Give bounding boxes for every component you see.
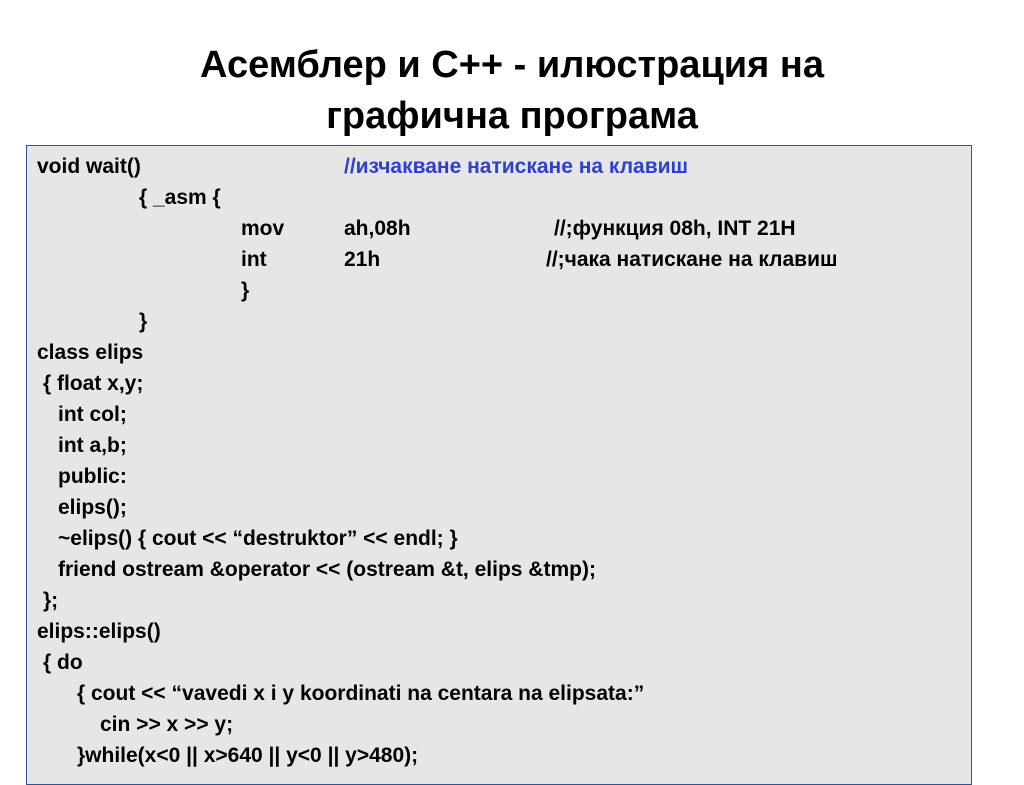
code-line-asm-close: } — [241, 279, 250, 302]
code-comment-mov: //;функция 08h, INT 21H — [554, 217, 796, 240]
code-comment-wait: //изчакване натискане на клавиш — [344, 155, 689, 178]
code-line-func-close: } — [139, 310, 148, 333]
code-line-asm-open: { _asm { — [139, 186, 221, 209]
code-line-constructor-def: elips::elips() — [37, 620, 161, 643]
code-line-while: }while(x<0 || x>640 || y<0 || y>480); — [77, 744, 419, 767]
code-line-class-elips: class elips — [37, 341, 144, 364]
code-line-do: { do — [43, 651, 83, 674]
code-line-void-wait: void wait() — [37, 155, 141, 178]
code-line-public: public: — [58, 465, 127, 488]
code-int-op: int — [241, 248, 267, 271]
code-comment-int: //;чака натискане на клавиш — [546, 248, 838, 271]
code-line-friend-operator: friend ostream &operator << (ostream &t, elips &tmp); — [58, 558, 596, 581]
code-line-cin: cin >> x >> y; — [100, 713, 234, 736]
code-mov-arg: ah,08h — [344, 217, 411, 240]
code-line-class-close: }; — [43, 589, 59, 612]
code-line-cout-prompt: { cout << “vavedi x i y koordinati na centara na elipsata:” — [77, 682, 645, 705]
code-line-float-xy: { float x,y; — [43, 372, 144, 395]
code-line-int-col: int col; — [58, 403, 127, 426]
code-mov-op: mov — [241, 217, 285, 240]
code-int-arg: 21h — [344, 248, 381, 271]
title-line-1: Асемблер и С++ - илюстрация на — [200, 44, 824, 86]
code-line-int-ab: int a,b; — [58, 434, 127, 457]
code-listing — [26, 145, 972, 785]
title-line-2: графична програма — [326, 95, 698, 137]
slide-title — [0, 40, 1024, 142]
code-line-destructor: ~elips() { cout << “destruktor” << endl; } — [58, 527, 458, 550]
code-line-constructor-decl: elips(); — [58, 496, 127, 519]
